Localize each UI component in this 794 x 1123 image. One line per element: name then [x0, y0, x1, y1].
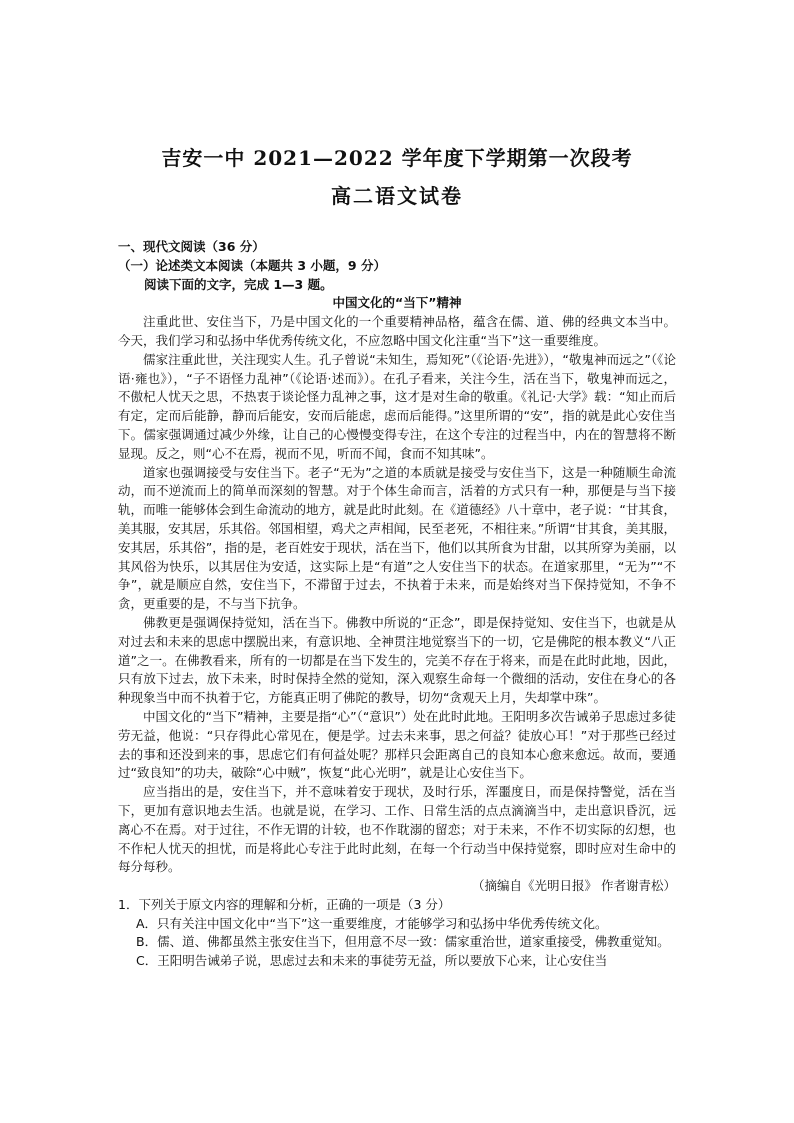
question-1-option-c: C．王阳明告诫弟子说，思虑过去和未来的事徒劳无益，所以要放下心来，让心安住当: [136, 953, 608, 969]
reading-instruction: 阅读下面的文字，完成 1—3 题。: [144, 276, 333, 292]
exam-content: [118, 238, 676, 971]
sub-section-heading: （一）论述类文本阅读（本题共 3 小题，9 分）: [118, 257, 386, 273]
exam-subtitle: 高二语文试卷: [331, 184, 463, 208]
article-paragraph: 注重此世、安住当下，乃是中国文化的一个重要精神品格，蕴含在儒、道、佛的经典文本当中。今天，我们学习和弘扬中华优秀传统文化，不应忽略中国文化注重“当下”这一重要维度。: [118, 314, 676, 348]
question-1-stem: 1．下列关于原文内容的理解和分析，正确的一项是（3 分）: [118, 896, 451, 912]
article-paragraph: 应当指出的是，安住当下，并不意味着安于现状，及时行乐，浑噩度日，而是保持警觉，活在当下，更加有意识地去生活。也就是说，在学习、工作、日常生活的点点滴滴当中，走出意识昏沉，远离心不在焉。对于过往，不作无谓的计较，也不作耽溺的留恋；对于未来，不作不切实际的幻想，也不作杞人忧天的担忧，而是将此心专注于此时此刻，在每一个行动当中保持觉察，即时应对生命中的每分每秒。: [118, 784, 676, 875]
article-source: （摘编自《光明日报》 作者谢青松）: [472, 878, 676, 894]
article-title: 中国文化的“当下”精神: [332, 295, 462, 311]
article-paragraph: 儒家注重此世，关注现实人生。孔子曾说“未知生，焉知死”（《论语·先进》），“敬鬼神而远之”（《论语·雍也》），“子不语怪力乱神”（《论语·述而》）。在孔子看来，关注今生，活在当下，敬鬼神而远之，不傲杞人忧天之思，不热衷于谈论怪力乱神之事，这才是对生命的敬重。《礼记·大学》载：“知止而后有定，定而后能静，静而后能安，安而后能虑，虑而后能得。”这里所谓的“安”，指的就是此心安住当下。儒家强调通过减少外缘，让自己的心慢慢变得专注，在这个专注的过程当中，内在的智慧将不断显现。反之，则“心不在焉，视而不见，听而不闻，食而不知其味”。: [118, 351, 676, 461]
section-heading: 一、现代文阅读（36 分）: [118, 239, 265, 254]
article-paragraph: 佛教更是强调保持觉知，活在当下。佛教中所说的“正念”，即是保持觉知、安住当下，也就是从对过去和未来的思虑中摆脱出来，有意识地、全神贯注地觉察当下的一切，它是佛陀的根本教义“八正道”之一。在佛教看来，所有的一切都是在当下发生的，完美不存在于将来，而是在此时此地，因此，只有放下过去，放下未来，时时保持全然的觉知，深入观察生命每一个微细的活动，安住在身心的各种现象当中而不执着于它，方能真正明了佛陀的教导，切勿“贪观天上月，失却掌中珠”。: [118, 614, 676, 706]
article-paragraph: 道家也强调接受与安住当下。老子“无为”之道的本质就是接受与安住当下，这是一种随顺生命流动，而不逆流而上的简单而深刻的智慧。对于个体生命而言，活着的方式只有一种，那便是与当下接轨，而唯一能够体会到生命流动的地方，就是此时此刻。在《道德经》八十章中，老子说：“甘其食，美其服，安其居，乐其俗。邻国相望，鸡犬之声相闻，民至老死，不相往来。”所谓“甘其食，美其服，安其居，乐其俗”，指的是，老百姓安于现状，活在当下，他们以其所食为甘甜，以其所穿为美丽，以其风俗为快乐，以其居住为安适，这实际上是“有道”之人安住当下的状态。在道家那里，“无为”“不争”，就是顺应自然，安住当下，不滞留于过去，不执着于未来，而是始终对当下保持觉知，不争不贪，更重要的是，不与当下抗争。: [118, 464, 676, 612]
question-1-option-b: B．儒、道、佛都虽然主张安住当下，但用意不尽一致：儒家重治世，道家重接受，佛教重觉知。: [136, 934, 670, 950]
exam-title: 吉安一中 2021—2022 学年度下学期第一次段考: [161, 146, 633, 170]
article-paragraph: 中国文化的“当下”精神，主要是指“心”（“意识”）处在此时此地。王阳明多次告诫弟子思虑过多徒劳无益，他说：“只存得此心常见在，便是学。过去未来事，思之何益？徒放心耳！”对于那些已经过去的事和还没到来的事，思虑它们有何益处呢？那样只会距离自己的良知本心愈来愈远。故而，要通过“致良知”的功夫，破除“心中贼”，恢复“此心光明”，就是让心安住当下。: [118, 708, 676, 781]
question-1-option-a: A．只有关注中国文化中“当下”这一重要维度，才能够学习和弘扬中华优秀传统文化。: [136, 915, 608, 931]
